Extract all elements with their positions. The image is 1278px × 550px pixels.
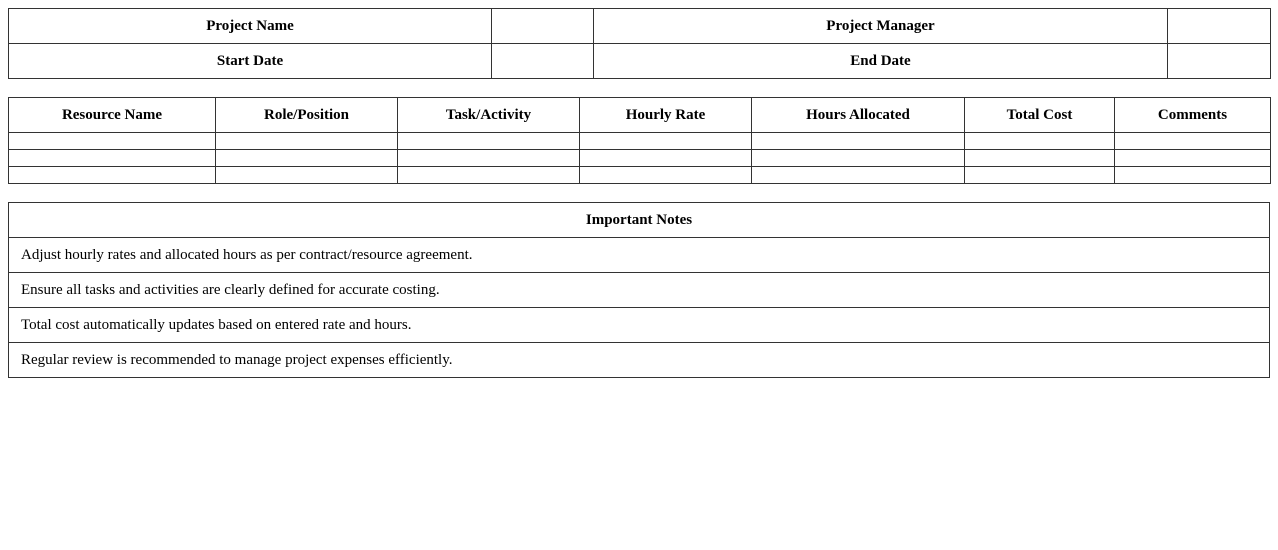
start-date-label: Start Date [9, 44, 492, 79]
hours-allocated-cell[interactable] [752, 133, 965, 150]
important-notes-table [8, 202, 1270, 378]
project-dates-row [9, 44, 1271, 79]
end-date-label: End Date [594, 44, 1168, 79]
notes-header-row [9, 203, 1270, 238]
project-name-label: Project Name [9, 9, 492, 44]
header-hourly-rate: Hourly Rate [580, 98, 752, 133]
note-row [9, 308, 1270, 343]
comments-cell[interactable] [1115, 167, 1271, 184]
header-total-cost: Total Cost [965, 98, 1115, 133]
resource-cost-table [8, 97, 1271, 184]
project-info-table [8, 8, 1271, 79]
note-row [9, 238, 1270, 273]
note-item: Adjust hourly rates and allocated hours as per contract/resource agreement. [9, 238, 1270, 273]
table-row [9, 167, 1271, 184]
project-name-value[interactable] [492, 9, 594, 44]
project-manager-value[interactable] [1168, 9, 1271, 44]
hourly-rate-cell[interactable] [580, 167, 752, 184]
comments-cell[interactable] [1115, 150, 1271, 167]
note-item: Ensure all tasks and activities are clearly defined for accurate costing. [9, 273, 1270, 308]
header-comments: Comments [1115, 98, 1271, 133]
note-row [9, 343, 1270, 378]
table-row [9, 150, 1271, 167]
total-cost-cell[interactable] [965, 133, 1115, 150]
project-manager-label: Project Manager [594, 9, 1168, 44]
note-row [9, 273, 1270, 308]
project-info-row [9, 9, 1271, 44]
header-resource-name: Resource Name [9, 98, 216, 133]
end-date-value[interactable] [1168, 44, 1271, 79]
total-cost-cell[interactable] [965, 167, 1115, 184]
notes-title: Important Notes [9, 203, 1270, 238]
start-date-value[interactable] [492, 44, 594, 79]
resource-name-cell[interactable] [9, 133, 216, 150]
header-hours-allocated: Hours Allocated [752, 98, 965, 133]
note-item: Total cost automatically updates based on entered rate and hours. [9, 308, 1270, 343]
task-activity-cell[interactable] [398, 167, 580, 184]
resource-header-row [9, 98, 1271, 133]
hourly-rate-cell[interactable] [580, 133, 752, 150]
task-activity-cell[interactable] [398, 150, 580, 167]
resource-name-cell[interactable] [9, 167, 216, 184]
task-activity-cell[interactable] [398, 133, 580, 150]
table-row [9, 133, 1271, 150]
role-position-cell[interactable] [216, 150, 398, 167]
note-item: Regular review is recommended to manage project expenses efficiently. [9, 343, 1270, 378]
hours-allocated-cell[interactable] [752, 150, 965, 167]
header-role-position: Role/Position [216, 98, 398, 133]
hours-allocated-cell[interactable] [752, 167, 965, 184]
comments-cell[interactable] [1115, 133, 1271, 150]
resource-name-cell[interactable] [9, 150, 216, 167]
header-task-activity: Task/Activity [398, 98, 580, 133]
role-position-cell[interactable] [216, 133, 398, 150]
role-position-cell[interactable] [216, 167, 398, 184]
hourly-rate-cell[interactable] [580, 150, 752, 167]
total-cost-cell[interactable] [965, 150, 1115, 167]
